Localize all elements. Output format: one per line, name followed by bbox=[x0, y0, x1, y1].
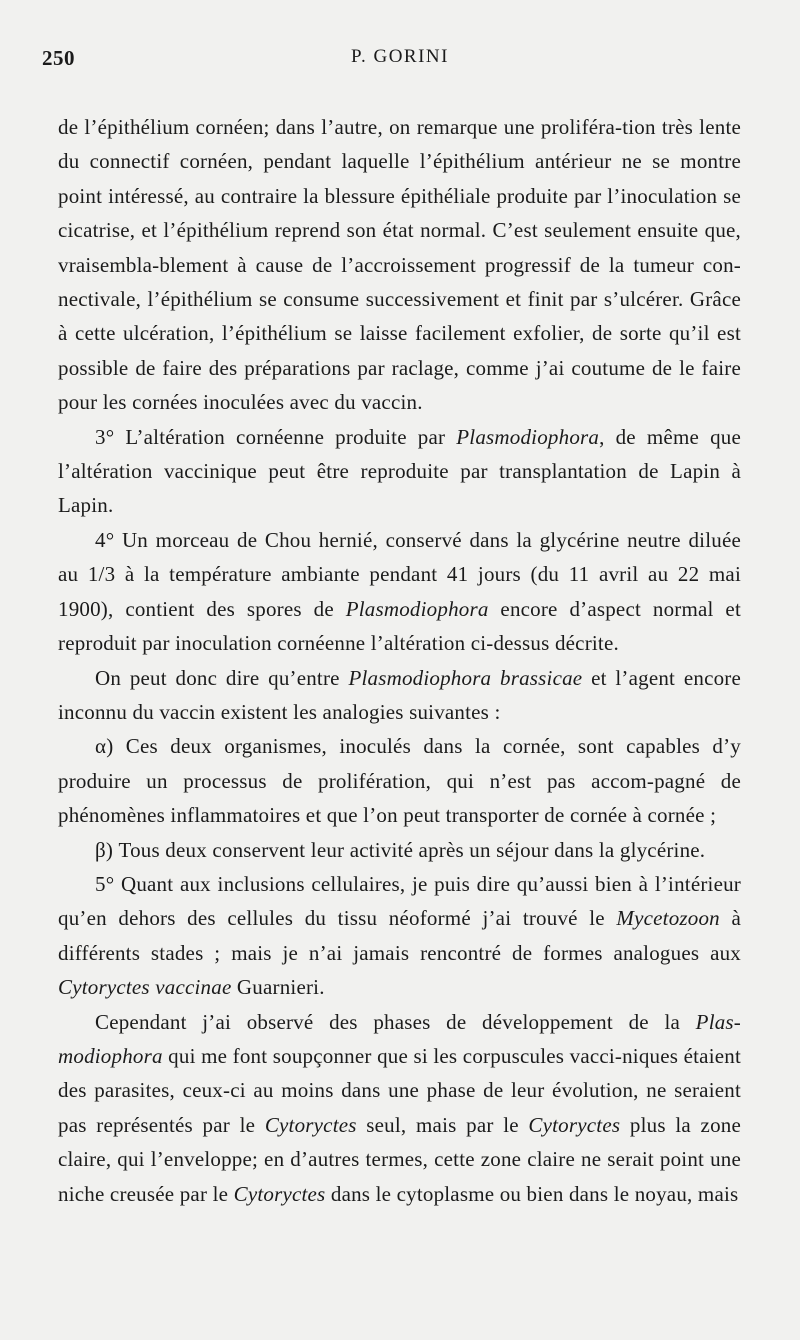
paragraph-text: , de même que l’altération vaccinique peut être reproduite par transplantation de Lapin à Lapin. bbox=[58, 424, 741, 518]
paragraph-text: 5° Quant aux inclusions cellulaires, je puis dire qu’aussi bien à l’intérieur qu’en dehors des cellules du tissu néoformé j’ai trouvé le bbox=[58, 871, 741, 931]
taxon-name: Cytoryctes bbox=[233, 1181, 326, 1206]
paragraph-text: de l’épithélium cornéen; dans l’autre, on remarque une proliféra-tion très lente du connectif cornéen, pendant laquelle l’épithélium antérieur ne se montre point intéressé, au contraire la blessure épithéliale produite par l’inoculation se cicatrise, et l’épithélium reprend son état normal. C’est seulement ensuite que, vraisembla-blement à cause de l’accroissement progressif de la tumeur con-nectivale, l’épithélium se consume successivement et finit par s’ulcérer. Grâce à cette ulcération, l’épithélium se laisse facilement exfolier, de sorte qu’il est possible de faire des préparations par raclage, comme j’ai coutume de le faire pour les cornées inoculées avec du vaccin. bbox=[58, 115, 741, 415]
taxon-name: Cytoryctes vaccinae bbox=[58, 975, 232, 1000]
taxon-name: Cytoryctes bbox=[528, 1112, 621, 1137]
taxon-name: Cytoryctes bbox=[264, 1112, 357, 1137]
paragraph-text: α) Ces deux organismes, inoculés dans la cornée, sont capables d’y produire un processus de prolifération, qui n’est pas accom-pagné de phénomènes inflammatoires et que l’on peut transporter de cornée à cornée ; bbox=[58, 734, 741, 828]
paragraph-point-5 bbox=[58, 867, 741, 1005]
body-text bbox=[58, 110, 741, 1211]
paragraph-text: à différents stades ; mais je n’ai jamais rencontré de formes analogues aux bbox=[58, 906, 741, 965]
paragraph-text: Guarnieri. bbox=[231, 975, 325, 1000]
paragraph-beta bbox=[58, 833, 741, 867]
taxon-name: Mycetozoon bbox=[616, 906, 720, 931]
paragraph-text: encore d’aspect normal et reproduit par inoculation cornéenne l’altération ci-dessus décrite. bbox=[58, 596, 741, 656]
paragraph-text: 3° L’altération cornéenne produite par bbox=[95, 424, 457, 449]
page-header bbox=[0, 46, 800, 76]
taxon-name: Plasmodiophora bbox=[456, 424, 600, 449]
paragraph-text: Cependant j’ai observé des phases de développement de la bbox=[95, 1009, 696, 1034]
paragraph-text: qui me font soupçonner que si les corpuscules vacci-niques étaient des parasites, ceux-ci au moins dans une phase de leur évolution, ne seraient pas représentés par le bbox=[58, 1043, 741, 1137]
paragraph-point-3 bbox=[58, 420, 741, 523]
paragraph-text: seul, mais par le bbox=[356, 1112, 529, 1137]
paragraph-text: On peut donc dire qu’entre bbox=[95, 665, 349, 690]
paragraph-text: et l’agent encore inconnu du vaccin existent les analogies suivantes : bbox=[58, 665, 741, 724]
paragraph-text: β) Tous deux conservent leur activité après un séjour dans la glycérine. bbox=[95, 837, 706, 862]
paragraph-continued bbox=[58, 110, 741, 420]
taxon-name: Plasmodiophora brassicae bbox=[348, 665, 583, 690]
running-head: P. GORINI bbox=[351, 46, 449, 67]
taxon-name: Plas-modiophora bbox=[58, 1009, 741, 1068]
paragraph-development bbox=[58, 1005, 741, 1211]
paragraph-point-4 bbox=[58, 523, 741, 661]
paragraph-analogies bbox=[58, 661, 741, 730]
paragraph-alpha bbox=[58, 729, 741, 832]
paragraph-text: 4° Un morceau de Chou hernié, conservé dans la glycérine neutre diluée au 1/3 à la température ambiante pendant 41 jours (du 11 avril au 22 mai 1900), contient des spores de bbox=[58, 527, 741, 621]
taxon-name: Plasmodiophora bbox=[345, 596, 489, 621]
paragraph-text: plus la zone claire, qui l’enveloppe; en d’autres termes, cette zone claire ne serait point une niche creusée par le bbox=[58, 1112, 741, 1206]
paragraph-text: dans le cytoplasme ou bien dans le noyau, mais bbox=[325, 1181, 739, 1206]
page-number: 250 bbox=[42, 46, 75, 70]
